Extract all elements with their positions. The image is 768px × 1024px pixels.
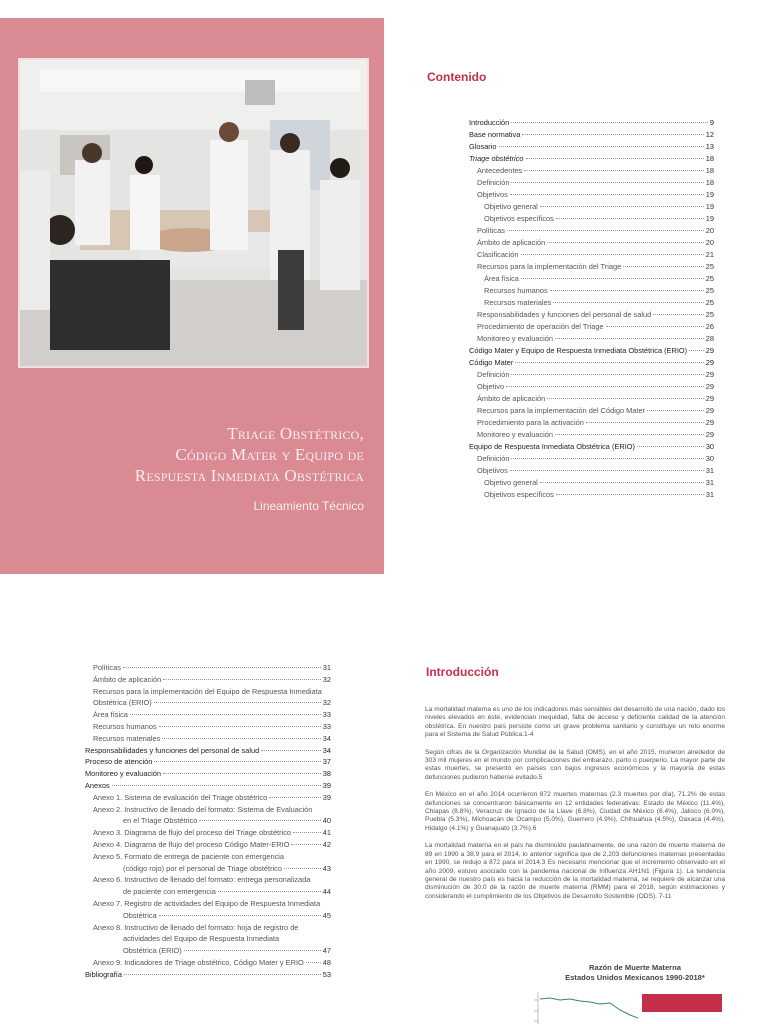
toc-entry[interactable] (469, 238, 714, 250)
toc-entry-title: Responsabilidades y funciones del personal de salud (477, 310, 652, 319)
toc-entry[interactable] (469, 346, 714, 358)
toc-entry-title: Bibliografía (85, 969, 122, 979)
toc-leader-dots (547, 398, 704, 399)
toc-entry[interactable] (85, 864, 331, 876)
toc-entry-title: Recursos humanos (93, 721, 157, 731)
toc-entry-page: 20 (705, 238, 714, 247)
toc-entry[interactable] (85, 722, 331, 734)
toc-list-right (469, 118, 714, 502)
toc-leader-dots (506, 386, 704, 387)
toc-entry-page: 19 (705, 214, 714, 223)
toc-entry[interactable] (85, 769, 331, 781)
toc-entry-page: 30 (705, 442, 714, 451)
toc-entry[interactable] (469, 382, 714, 394)
toc-entry-page: 31 (322, 663, 331, 672)
toc-entry[interactable] (469, 286, 714, 298)
toc-entry[interactable] (85, 946, 331, 958)
toc-entry-page: 25 (705, 286, 714, 295)
toc-entry[interactable] (85, 875, 331, 887)
intro-heading: Introducción (426, 665, 499, 679)
toc-leader-dots (547, 242, 704, 243)
toc-entry-title: Antecedentes (477, 166, 523, 175)
toc-entry-page: 29 (705, 382, 714, 391)
toc-leader-dots (163, 679, 321, 680)
toc-entry-page: 12 (705, 130, 714, 139)
toc-entry-title: Definición (477, 178, 510, 187)
toc-entry-title: Anexo 8. Instructivo de llenado del formato: hoja de registro de (93, 922, 299, 932)
toc-entry[interactable] (85, 970, 331, 982)
toc-entry-page: 40 (322, 816, 331, 826)
toc-entry-page: 29 (705, 346, 714, 355)
toc-entry-title: Obstétrica (123, 910, 157, 920)
toc-entry[interactable] (85, 675, 331, 687)
toc-entry[interactable] (469, 442, 714, 454)
toc-entry[interactable] (85, 923, 331, 935)
toc-entry[interactable] (469, 334, 714, 346)
toc-entry-title: Ámbito de aplicación (477, 238, 546, 247)
toc-entry-page: 19 (705, 190, 714, 199)
toc-entry[interactable] (85, 828, 331, 840)
toc-entry[interactable] (469, 418, 714, 430)
toc-entry-title: Área física (93, 710, 128, 720)
toc-entry-title: Políticas (93, 663, 121, 672)
toc-leader-dots (291, 844, 320, 845)
toc-leader-dots (159, 915, 321, 916)
toc-entry[interactable] (469, 466, 714, 478)
toc-leader-dots (124, 974, 321, 975)
cover-panel (0, 18, 384, 574)
chart-title-line-2: Estados Unidos Mexicanos 1990-2018* (565, 973, 705, 982)
toc-entry-page: 25 (705, 274, 714, 283)
toc-entry-title: Objetivo general (484, 478, 538, 487)
toc-leader-dots (293, 832, 321, 833)
toc-entry-page: 41 (322, 828, 331, 838)
toc-entry[interactable] (469, 274, 714, 286)
toc-entry-page: 13 (705, 142, 714, 151)
toc-entry-page: 32 (322, 674, 331, 684)
cover-title-line-2: Código Mater y Equipo de (175, 445, 364, 464)
toc-entry[interactable] (469, 202, 714, 214)
toc-entry-title: Recursos humanos (484, 286, 548, 295)
toc-entry[interactable] (85, 958, 331, 970)
toc-entry[interactable] (469, 166, 714, 178)
toc-leader-dots (123, 667, 321, 668)
toc-entry-title: Anexo 6. Instructivo de llenado del formato: entrega personalizada (93, 875, 311, 885)
toc-entry[interactable] (85, 734, 331, 746)
toc-entry[interactable] (85, 757, 331, 769)
toc-entry-title: Anexo 4. Diagrama de flujo del proceso Código Mater-ERIO (93, 839, 290, 849)
toc-entry[interactable] (469, 406, 714, 418)
toc-entry-page: 20 (705, 226, 714, 235)
toc-entry-title: Objetivos específicos (484, 214, 554, 223)
toc-entry-title: Monitoreo y evaluación (477, 334, 554, 343)
toc-leader-dots (306, 962, 321, 963)
toc-entry[interactable] (85, 840, 331, 852)
toc-leader-dots (511, 182, 703, 183)
toc-entry-page: 37 (322, 757, 331, 767)
toc-entry-title: actividades del Equipo de Respuesta Inmediata (123, 934, 280, 944)
toc-entry-page: 53 (322, 969, 331, 979)
toc-entry-title: Responsabilidades y funciones del personal de salud (85, 745, 260, 755)
toc-entry[interactable] (85, 746, 331, 758)
toc-leader-dots (511, 458, 703, 459)
toc-entry[interactable] (85, 698, 331, 710)
toc-entry-page: 25 (705, 310, 714, 319)
toc-entry-title: Objetivo general (484, 202, 538, 211)
toc-entry-page: 18 (705, 154, 714, 163)
toc-leader-dots (553, 302, 703, 303)
toc-entry-page: 48 (322, 957, 331, 967)
toc-entry[interactable] (469, 478, 714, 490)
toc-leader-dots (606, 326, 704, 327)
toc-entry-title: Definición (477, 370, 510, 379)
toc-entry-title: Procedimiento de operación del Triage (477, 322, 604, 331)
toc-entry-title: Objetivos específicos (484, 490, 554, 499)
toc-entry[interactable] (469, 178, 714, 190)
toc-entry-page: 30 (705, 454, 714, 463)
toc-leader-dots (522, 134, 703, 135)
toc-leader-dots (159, 726, 321, 727)
chart-title-line-1: Razón de Muerte Materna (589, 963, 681, 972)
toc-entry-page: 29 (705, 430, 714, 439)
toc-list-left (85, 663, 331, 982)
toc-entry-page: 18 (705, 178, 714, 187)
toc-entry-title: Clasificación (477, 250, 519, 259)
toc-entry[interactable] (469, 298, 714, 310)
toc-entry-page: 29 (705, 418, 714, 427)
toc-entry[interactable] (469, 394, 714, 406)
toc-leader-dots (284, 868, 321, 869)
toc-entry-title: Recursos para la implementación del Equipo de Respuesta Inmediata (93, 686, 322, 696)
toc-leader-dots (511, 122, 708, 123)
toc-entry[interactable] (85, 663, 331, 675)
toc-leader-dots (521, 278, 704, 279)
toc-entry-title: Monitoreo y evaluación (85, 769, 162, 779)
toc-entry[interactable] (469, 142, 714, 154)
intro-paragraph: La mortalidad materna en el país ha disminuido paulatinamente, de una razón de muerte materna de 89 en 1990 a 38.9 para el 2014, lo anterior significa que de 2,203 defunciones maternas presentadas en 1990, se redujo a 872 para el 2014.3 Es necesario mencionar que el incremento observado en el año 2009, estuvo asociado con la pandemia nacional de Influenza AH1N1 (Figura 1). La tendencia general de nuestro país es hacia la reducción de la mortalidad materna, se requiere de alcanzar una disminución de 30.0 de la razón de muerte materna (RMM) para el 2018, según estimaciones y considerando el cumplimiento de los Objetivos de Desarrollo Sostenible (ODS). 7-11 (425, 842, 725, 900)
toc-leader-dots (112, 785, 321, 786)
toc-entry-page: 33 (322, 710, 331, 720)
toc-entry-title: Área física (484, 274, 519, 283)
toc-entry[interactable] (85, 911, 331, 923)
toc-entry[interactable] (85, 781, 331, 793)
toc-entry[interactable] (469, 322, 714, 334)
toc-entry-page: 34 (322, 745, 331, 755)
hospital-scene-image (20, 60, 369, 368)
toc-entry-page: 39 (322, 780, 331, 790)
toc-entry[interactable] (469, 454, 714, 466)
toc-entry-title: Objetivos (477, 466, 508, 475)
intro-paragraph: Según cifras de la Organización Mundial de la Salud (OMS), en el año 2015, murieron alrededor de 303 mil mujeres en el mundo por complicaciones del embarazo, parto o puerperio. La mayor parte de estas muertes, se presentó en países con bajos ingresos económicos y la mayoría de estas defunciones pudieron haberse evitado.5 (425, 748, 725, 781)
toc-entry-title: Triage obstétrico (469, 154, 524, 163)
toc-leader-dots (653, 314, 704, 315)
toc-entry-title: (código rojo) por el personal de Triage obstétrico (123, 863, 282, 873)
cover-subtitle: Lineamiento Técnico (253, 499, 364, 513)
toc-entry-page: 18 (705, 166, 714, 175)
toc-entry-page: 25 (705, 298, 714, 307)
toc-entry[interactable] (469, 214, 714, 226)
toc-leader-dots (586, 422, 704, 423)
cover-photo (18, 58, 369, 368)
toc-entry-title: Anexos (85, 780, 110, 790)
toc-entry[interactable] (469, 430, 714, 442)
toc-entry-title: Recursos para la implementación del Código Mater (477, 406, 646, 415)
cover-title-line-3: Respuesta Inmediata Obstétrica (134, 466, 364, 485)
toc-entry[interactable] (469, 250, 714, 262)
toc-entry-title: Recursos materiales (93, 733, 161, 743)
toc-entry-title: Equipo de Respuesta Inmediata Obstétrica (ERIO) (469, 442, 635, 451)
toc-leader-dots (540, 482, 704, 483)
toc-entry[interactable] (85, 710, 331, 722)
toc-entry-page: 34 (322, 733, 331, 743)
toc-leader-dots (163, 773, 321, 774)
toc-entry[interactable] (85, 816, 331, 828)
toc-entry[interactable] (85, 934, 331, 946)
toc-leader-dots (499, 146, 704, 147)
toc-leader-dots (515, 362, 703, 363)
toc-entry-page: 26 (705, 322, 714, 331)
toc-leader-dots (511, 374, 703, 375)
cover-title-line-1: Triage Obstétrico, (227, 424, 364, 443)
toc-entry-page: 31 (705, 490, 714, 499)
toc-entry-page: 25 (705, 262, 714, 271)
toc-leader-dots (269, 797, 321, 798)
toc-entry-title: Anexo 9. Indicadores de Triage obstétrico, Código Mater y ERIO (93, 957, 304, 967)
toc-entry-page: 31 (705, 466, 714, 475)
toc-leader-dots (510, 194, 704, 195)
toc-leader-dots (689, 350, 704, 351)
toc-leader-dots (647, 410, 704, 411)
toc-entry-page: 45 (322, 910, 331, 920)
toc-entry-title: de paciente con emergencia (123, 887, 216, 897)
toc-entry-title: Anexo 1. Sistema de evaluación del Triage obstétrico (93, 792, 268, 802)
toc-leader-dots (162, 738, 320, 739)
toc-entry[interactable] (469, 358, 714, 370)
toc-leader-dots (556, 218, 704, 219)
chart-title (540, 963, 730, 983)
toc-entry[interactable] (469, 190, 714, 202)
toc-entry[interactable] (85, 805, 331, 817)
toc-entry[interactable] (469, 370, 714, 382)
toc-entry-page: 39 (322, 792, 331, 802)
toc-entry-title: Código Mater y Equipo de Respuesta Inmediata Obstétrica (ERIO) (469, 346, 688, 355)
toc-entry-title: Recursos para la implementación del Triage (477, 262, 622, 271)
toc-leader-dots (550, 290, 704, 291)
toc-entry-page: 9 (709, 118, 714, 127)
toc-entry-title: Políticas (477, 226, 505, 235)
toc-entry-page: 29 (705, 358, 714, 367)
toc-entry-page: 29 (705, 394, 714, 403)
toc-entry-title: Objetivo (477, 382, 505, 391)
toc-leader-dots (130, 714, 321, 715)
toc-leader-dots (218, 891, 321, 892)
toc-leader-dots (555, 434, 704, 435)
toc-entry[interactable] (85, 687, 331, 699)
cover-title (20, 423, 364, 486)
toc-entry-title: Ámbito de aplicación (93, 674, 162, 684)
toc-leader-dots (524, 170, 704, 171)
toc-entry-page: 19 (705, 202, 714, 211)
toc-entry-title: Monitoreo y evaluación (477, 430, 554, 439)
toc-entry-title: Glosario (469, 142, 497, 151)
toc-heading: Contenido (427, 70, 487, 84)
toc-entry-title: Procedimiento para la activación (477, 418, 584, 427)
toc-leader-dots (556, 494, 704, 495)
toc-leader-dots (623, 266, 704, 267)
toc-entry-page: 47 (322, 946, 331, 956)
toc-entry-page: 32 (322, 698, 331, 708)
toc-leader-dots (154, 702, 321, 703)
intro-paragraph: En México en el año 2014 ocurrieron 872 muertes maternas (2.3 muertes por día), 71.2% de estas defunciones se concentraron básicamente en 12 entidades federativas: Estado de México (11.4%), Chiapas (8.8%), Veracruz de Ignacio de la Llave (6.8%), Ciudad de México (6.4%), Jalisco (6.0%), Puebla (5.3%), Michoacán de Ocampo (5.0%), Guerrero (4.9%), Chihuahua (4.5%), Oaxaca (4.4%), Hidalgo (4.1%) y Guanajuato (3.7%).6 (425, 791, 725, 832)
toc-entry-title: Definición (477, 454, 510, 463)
toc-entry-page: 29 (705, 370, 714, 379)
toc-leader-dots (261, 750, 321, 751)
toc-leader-dots (637, 446, 704, 447)
toc-entry-title: Recursos materiales (484, 298, 552, 307)
toc-entry-title: Introducción (469, 118, 510, 127)
toc-entry[interactable] (469, 490, 714, 502)
toc-entry[interactable] (85, 852, 331, 864)
toc-entry[interactable] (85, 887, 331, 899)
toc-entry-page: 38 (322, 769, 331, 779)
toc-entry-title: Anexo 7. Registro de actividades del Equipo de Respuesta Inmediata (93, 898, 321, 908)
intro-body (425, 706, 725, 910)
toc-leader-dots (526, 158, 704, 159)
toc-entry[interactable] (469, 262, 714, 274)
toc-entry-title: Objetivos (477, 190, 508, 199)
toc-entry-title: Base normativa (469, 130, 521, 139)
toc-entry-page: 31 (705, 478, 714, 487)
toc-entry[interactable] (469, 130, 714, 142)
toc-entry-title: Anexo 5. Formato de entrega de paciente con emergencia (93, 851, 285, 861)
toc-entry[interactable] (469, 118, 714, 130)
toc-leader-dots (507, 230, 704, 231)
toc-entry-title: Anexo 3. Diagrama de flujo del proceso del Triage obstétrico (93, 828, 292, 838)
toc-entry-title: Ámbito de aplicación (477, 394, 546, 403)
toc-leader-dots (540, 206, 704, 207)
toc-entry-page: 44 (322, 887, 331, 897)
toc-entry-page: 42 (322, 839, 331, 849)
toc-leader-dots (199, 820, 320, 821)
toc-entry-page: 21 (705, 250, 714, 259)
toc-entry[interactable] (469, 310, 714, 322)
toc-entry-page: 33 (322, 721, 331, 731)
toc-entry-title: Código Mater (469, 358, 514, 367)
toc-entry[interactable] (85, 899, 331, 911)
toc-entry[interactable] (469, 154, 714, 166)
toc-leader-dots (184, 950, 321, 951)
toc-entry[interactable] (85, 793, 331, 805)
toc-entry-page: 43 (322, 863, 331, 873)
toc-entry-title: Obstétrica (ERIO) (123, 946, 182, 956)
toc-entry[interactable] (469, 226, 714, 238)
chart-fragment (520, 990, 730, 1024)
toc-entry-page: 29 (705, 406, 714, 415)
toc-leader-dots (521, 254, 704, 255)
intro-paragraph: La mortalidad materna es uno de los indicadores más sensibles del desarrollo de una nación, dado los niveles elevados en éste, evidencian inequidad, falta de acceso y deficiente calidad de la atención obstétrica. En nuestro país persiste como un grave problema sanitario y constituye un reto enorme para el Sistema de Salud Pública.1-4 (425, 706, 725, 739)
toc-leader-dots (510, 470, 704, 471)
toc-entry-title: Proceso de atención (85, 757, 153, 767)
toc-entry-title: Obstétrica (ERIO) (93, 698, 152, 708)
toc-leader-dots (154, 761, 320, 762)
toc-entry-title: en el Triage Obstétrico (123, 816, 198, 826)
toc-entry-title: Anexo 2. Instructivo de llenado del formato: Sistema de Evaluación (93, 804, 313, 814)
toc-leader-dots (555, 338, 704, 339)
toc-entry-page: 28 (705, 334, 714, 343)
